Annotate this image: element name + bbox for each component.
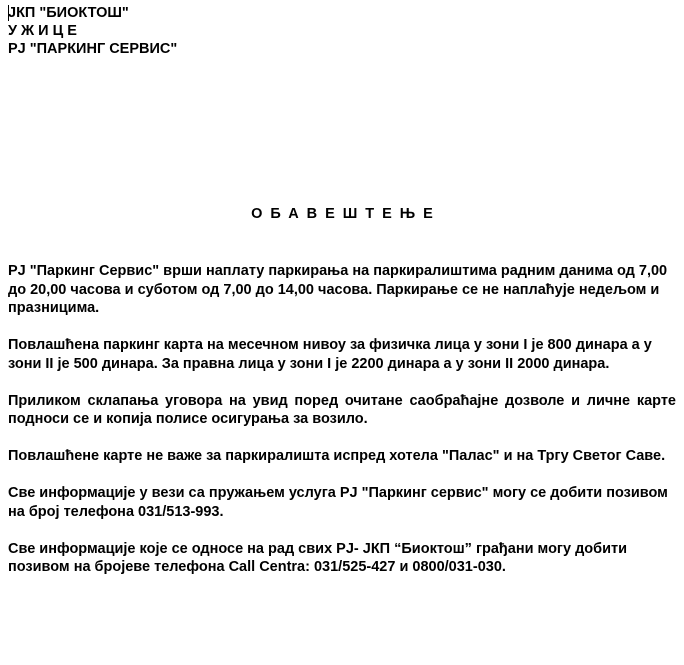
header-organization: JКП "БИОКТОШ"	[8, 5, 129, 21]
paragraph-monthly-ticket: Повлашћена паркинг карта на месечном нивоу за физичка лица у зони I је 800 динара а у зони II је 500 динара. За правна лица у зони I је 2200 динара а у зони II 2000 динара.	[8, 337, 652, 372]
paragraph-service-info: Све информације у вези са пружањем услуга PJ "Паркинг сервис" могу се добити позивом на број телефона 031/513-993.	[8, 485, 668, 520]
paragraph-call-centre: Све информације које се односе на рад свих PJ- ЈКП “Биоктош” грађани могу добити позивом на бројеве телефона Call Centra: 031/525-427 и 0800/031-030.	[8, 540, 628, 575]
paragraph-ticket-exceptions: Повлашћене карте не важе за паркиралишта испред хотела "Палас" и на Тргу Светог Саве.	[8, 448, 666, 464]
document-title: ОБАВЕШТЕЊЕ	[251, 206, 441, 222]
document-header	[8, 4, 177, 58]
header-unit: PJ "ПАРКИНГ СЕРВИС"	[8, 41, 178, 57]
paragraph-working-hours: PJ "Паркинг Сервис" врши наплату паркирања на паркиралиштима радним данима од 7,00 до 20,00 часова и суботом од 7,00 до 14,00 часова. Паркирање се не наплаћује недељом и празницима.	[8, 263, 668, 316]
paragraph-contract-documents: Приликом склапања уговора на увид поред очитане саобраћајне дозволе и личне карте подноси се и копија полисе осигурања за возило.	[8, 392, 676, 427]
header-city: У Ж И Ц Е	[8, 23, 77, 39]
document-body	[8, 262, 676, 595]
